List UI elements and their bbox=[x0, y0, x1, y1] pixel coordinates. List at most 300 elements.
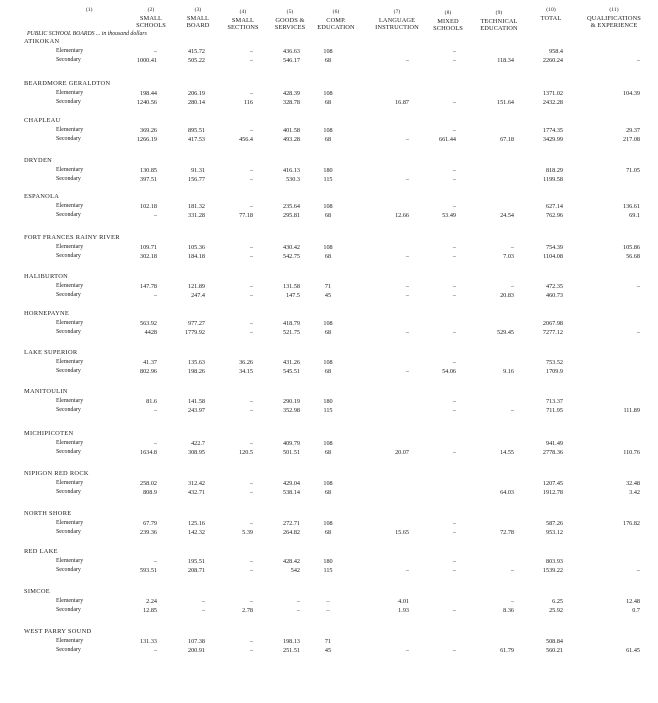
table-cell: 415.72 bbox=[187, 48, 205, 55]
table-cell: 91.31 bbox=[191, 167, 205, 174]
header-line2: INSTRUCTION bbox=[375, 24, 419, 31]
table-cell: 258.02 bbox=[139, 480, 157, 487]
table-cell: 753.52 bbox=[545, 359, 563, 366]
table-cell: – bbox=[452, 292, 456, 299]
table-cell: 247.4 bbox=[191, 292, 205, 299]
header-line1: GOODS & bbox=[275, 17, 305, 24]
table-cell: 762.96 bbox=[545, 212, 563, 219]
table-cell: – bbox=[249, 598, 253, 605]
table-cell: 72.78 bbox=[500, 529, 514, 536]
column-header-9 bbox=[471, 10, 527, 32]
row-level-label: Elementary bbox=[56, 90, 84, 96]
board-name: DRYDEN bbox=[24, 157, 53, 164]
table-cell: 64.03 bbox=[500, 489, 514, 496]
table-cell: 546.17 bbox=[282, 57, 300, 64]
table-cell: 1539.22 bbox=[542, 567, 563, 574]
table-cell: 6.25 bbox=[552, 598, 563, 605]
table-cell: 68 bbox=[324, 329, 332, 336]
row-level-label: Elementary bbox=[56, 48, 84, 54]
row-level-label: Secondary bbox=[56, 567, 81, 573]
board-name: RED LAKE bbox=[24, 548, 58, 555]
table-cell: 239.36 bbox=[139, 529, 157, 536]
table-cell: – bbox=[153, 407, 157, 414]
table-cell: 2.24 bbox=[146, 598, 157, 605]
table-cell: 661.44 bbox=[438, 136, 456, 143]
table-cell: 418.79 bbox=[282, 320, 300, 327]
table-cell: 68 bbox=[324, 99, 332, 106]
header-number: (8) bbox=[444, 10, 452, 16]
table-cell: 802.96 bbox=[139, 368, 157, 375]
table-cell: 118.34 bbox=[497, 57, 514, 64]
table-cell: 977.27 bbox=[187, 320, 205, 327]
table-cell: 2432.28 bbox=[542, 99, 563, 106]
table-cell: 105.36 bbox=[187, 244, 205, 251]
table-cell: 397.51 bbox=[139, 176, 157, 183]
column-header-4 bbox=[221, 9, 265, 31]
table-cell: 184.18 bbox=[187, 253, 205, 260]
table-cell: 198.26 bbox=[187, 368, 205, 375]
board-name: MICHIPICOTEN bbox=[24, 430, 74, 437]
table-cell: – bbox=[249, 90, 253, 97]
table-cell: 2778.36 bbox=[542, 449, 563, 456]
table-cell: – bbox=[405, 176, 409, 183]
table-cell: 417.53 bbox=[187, 136, 205, 143]
row-level-label: Secondary bbox=[56, 489, 81, 495]
table-cell: 176.82 bbox=[622, 520, 640, 527]
table-cell: 67.18 bbox=[500, 136, 514, 143]
row-level-label: Elementary bbox=[56, 598, 84, 604]
table-cell: – bbox=[249, 558, 253, 565]
table-cell: – bbox=[452, 607, 456, 614]
table-cell: – bbox=[452, 529, 456, 536]
table-cell: 542 bbox=[290, 567, 300, 574]
column-header-3 bbox=[176, 7, 220, 29]
table-cell: – bbox=[452, 57, 456, 64]
table-cell: – bbox=[452, 407, 456, 414]
table-cell: – bbox=[249, 283, 253, 290]
table-cell: – bbox=[452, 558, 456, 565]
table-cell: 428.42 bbox=[282, 558, 300, 565]
table-cell: 136.61 bbox=[622, 203, 640, 210]
header-line2: & EXPERIENCE bbox=[590, 22, 638, 29]
table-cell: – bbox=[249, 244, 253, 251]
table-cell: 12.85 bbox=[143, 607, 157, 614]
table-cell: 542.75 bbox=[282, 253, 300, 260]
table-cell: 45 bbox=[324, 647, 332, 654]
table-cell: – bbox=[452, 520, 456, 527]
column-header-5 bbox=[266, 9, 314, 31]
table-cell: – bbox=[452, 167, 456, 174]
table-cell: – bbox=[249, 520, 253, 527]
table-cell: 180 bbox=[323, 167, 333, 174]
table-cell: 130.85 bbox=[139, 167, 157, 174]
header-line1: SMALL bbox=[139, 15, 163, 22]
row-level-label: Elementary bbox=[56, 520, 84, 526]
table-cell: 125.16 bbox=[187, 520, 205, 527]
row-level-label: Secondary bbox=[56, 253, 81, 259]
table-cell: 108 bbox=[323, 48, 333, 55]
table-cell: 105.86 bbox=[622, 244, 640, 251]
table-cell: 108 bbox=[323, 244, 333, 251]
column-header-11 bbox=[584, 7, 644, 29]
table-cell: 131.33 bbox=[139, 638, 157, 645]
table-cell: 195.51 bbox=[187, 558, 205, 565]
table-cell: 587.26 bbox=[545, 520, 563, 527]
table-cell: 501.51 bbox=[282, 449, 300, 456]
table-cell: 308.95 bbox=[187, 449, 205, 456]
table-cell: 131.58 bbox=[282, 283, 300, 290]
table-cell: 180 bbox=[323, 398, 333, 405]
table-cell: 198.44 bbox=[139, 90, 157, 97]
table-cell: 295.81 bbox=[282, 212, 300, 219]
table-cell: 1779.92 bbox=[184, 329, 205, 336]
table-cell: – bbox=[249, 407, 253, 414]
table-cell: 108 bbox=[323, 127, 333, 134]
table-cell: 217.08 bbox=[622, 136, 640, 143]
table-cell: 352.98 bbox=[282, 407, 300, 414]
table-cell: – bbox=[153, 647, 157, 654]
row-level-label: Elementary bbox=[56, 440, 84, 446]
header-line1: TOTAL bbox=[540, 15, 562, 22]
table-cell: 803.93 bbox=[545, 558, 563, 565]
board-name: ESPANOLA bbox=[24, 193, 60, 200]
table-cell: 3429.99 bbox=[542, 136, 563, 143]
table-cell: 428.39 bbox=[282, 90, 300, 97]
table-cell: 1104.08 bbox=[543, 253, 563, 260]
table-cell: – bbox=[405, 647, 409, 654]
row-level-label: Elementary bbox=[56, 398, 84, 404]
table-cell: 116 bbox=[243, 99, 253, 106]
row-level-label: Elementary bbox=[56, 558, 84, 564]
header-number: (2) bbox=[147, 7, 155, 13]
table-cell: 1709.9 bbox=[545, 368, 563, 375]
table-cell: 54.06 bbox=[442, 368, 456, 375]
table-cell: 109.71 bbox=[139, 244, 157, 251]
header-line1: LANGUAGE bbox=[378, 17, 416, 24]
board-name: SIMCOE bbox=[24, 588, 50, 595]
table-cell: – bbox=[510, 283, 514, 290]
table-cell: 9.16 bbox=[503, 368, 514, 375]
table-cell: – bbox=[201, 598, 205, 605]
table-cell: 754.39 bbox=[545, 244, 563, 251]
table-cell: 713.37 bbox=[545, 398, 563, 405]
table-cell: 264.82 bbox=[282, 529, 300, 536]
table-cell: – bbox=[405, 368, 409, 375]
table-cell: 68 bbox=[324, 57, 332, 64]
table-cell: – bbox=[153, 292, 157, 299]
row-level-label: Elementary bbox=[56, 638, 84, 644]
table-cell: 68 bbox=[324, 529, 332, 536]
column-1-number: (1) bbox=[86, 7, 93, 13]
header-number: (10) bbox=[546, 7, 556, 13]
table-cell: – bbox=[452, 99, 456, 106]
table-cell: 56.68 bbox=[626, 253, 640, 260]
table-cell: – bbox=[249, 176, 253, 183]
table-cell: – bbox=[296, 607, 300, 614]
header-line2: EDUCATION bbox=[480, 25, 518, 32]
table-cell: 280.14 bbox=[187, 99, 205, 106]
table-cell: 563.92 bbox=[139, 320, 157, 327]
table-cell: 243.97 bbox=[187, 407, 205, 414]
table-cell: 104.39 bbox=[622, 90, 640, 97]
row-level-label: Elementary bbox=[56, 203, 84, 209]
table-cell: – bbox=[249, 57, 253, 64]
table-cell: 560.21 bbox=[545, 647, 563, 654]
table-cell: 521.75 bbox=[282, 329, 300, 336]
table-cell: – bbox=[510, 567, 514, 574]
table-cell: 416.13 bbox=[282, 167, 300, 174]
table-cell: – bbox=[249, 48, 253, 55]
table-cell: 432.71 bbox=[187, 489, 205, 496]
header-line2: EDUCATION bbox=[317, 24, 355, 31]
row-level-label: Elementary bbox=[56, 359, 84, 365]
table-cell: 68 bbox=[324, 253, 332, 260]
table-cell: 895.51 bbox=[187, 127, 205, 134]
table-cell: – bbox=[249, 203, 253, 210]
table-cell: 111.89 bbox=[623, 407, 640, 414]
table-cell: – bbox=[405, 283, 409, 290]
table-cell: 958.4 bbox=[549, 48, 563, 55]
table-cell: 1912.78 bbox=[542, 489, 563, 496]
row-level-label: Secondary bbox=[56, 99, 81, 105]
table-cell: 20.07 bbox=[395, 449, 409, 456]
table-cell: 941.49 bbox=[545, 440, 563, 447]
table-cell: – bbox=[405, 57, 409, 64]
table-cell: 272.71 bbox=[282, 520, 300, 527]
table-cell: 3.42 bbox=[629, 489, 640, 496]
table-cell: 115 bbox=[323, 407, 333, 414]
table-cell: 711.95 bbox=[546, 407, 563, 414]
table-cell: – bbox=[452, 176, 456, 183]
table-cell: – bbox=[249, 292, 253, 299]
table-cell: – bbox=[636, 567, 640, 574]
table-cell: 108 bbox=[323, 440, 333, 447]
table-cell: 32.48 bbox=[626, 480, 640, 487]
table-cell: – bbox=[452, 127, 456, 134]
row-level-label: Secondary bbox=[56, 57, 81, 63]
board-name: HALIBURTON bbox=[24, 273, 69, 280]
table-cell: – bbox=[452, 398, 456, 405]
board-name: FORT FRANCES RAINY RIVER bbox=[24, 234, 120, 241]
header-line1: COMP. bbox=[326, 17, 346, 24]
table-cell: – bbox=[636, 329, 640, 336]
table-cell: 1266.19 bbox=[136, 136, 157, 143]
table-cell: 5.39 bbox=[242, 529, 253, 536]
table-cell: 401.58 bbox=[282, 127, 300, 134]
table-cell: – bbox=[249, 567, 253, 574]
header-line2: BOARD bbox=[186, 22, 210, 29]
table-cell: 110.76 bbox=[623, 449, 640, 456]
row-level-label: Secondary bbox=[56, 368, 81, 374]
table-cell: 4428 bbox=[144, 329, 157, 336]
table-cell: 1240.56 bbox=[136, 99, 157, 106]
column-header-10 bbox=[533, 7, 569, 22]
table-cell: 312.42 bbox=[187, 480, 205, 487]
row-level-label: Secondary bbox=[56, 647, 81, 653]
table-cell: 302.18 bbox=[139, 253, 157, 260]
column-header-8 bbox=[426, 10, 470, 32]
row-level-label: Secondary bbox=[56, 212, 81, 218]
table-cell: 107.38 bbox=[187, 638, 205, 645]
header-number: (6) bbox=[332, 9, 340, 15]
header-line2: SECTIONS bbox=[227, 24, 259, 31]
table-cell: 505.22 bbox=[187, 57, 205, 64]
table-cell: 529.45 bbox=[496, 329, 514, 336]
table-cell: 151.64 bbox=[496, 99, 514, 106]
table-cell: 24.54 bbox=[500, 212, 514, 219]
table-cell: 181.32 bbox=[187, 203, 205, 210]
header-line2: SCHOOLS bbox=[433, 25, 463, 32]
table-cell: – bbox=[405, 136, 409, 143]
board-name: ATIKOKAN bbox=[24, 38, 60, 45]
board-name: LAKE SUPERIOR bbox=[24, 349, 78, 356]
table-cell: – bbox=[249, 127, 253, 134]
table-cell: 422.7 bbox=[191, 440, 205, 447]
table-cell: 29.37 bbox=[626, 127, 640, 134]
table-cell: 108 bbox=[323, 480, 333, 487]
table-cell: 431.26 bbox=[282, 359, 300, 366]
table-cell: – bbox=[249, 440, 253, 447]
table-cell: – bbox=[296, 598, 300, 605]
table-cell: 430.42 bbox=[282, 244, 300, 251]
table-cell: 1371.02 bbox=[542, 90, 563, 97]
table-cell: 108 bbox=[323, 520, 333, 527]
table-cell: 68 bbox=[324, 449, 332, 456]
table-cell: – bbox=[405, 253, 409, 260]
board-name: CHAPLEAU bbox=[24, 117, 61, 124]
table-cell: 53.49 bbox=[442, 212, 456, 219]
table-cell: 1207.45 bbox=[542, 480, 563, 487]
header-number: (5) bbox=[286, 9, 294, 15]
table-cell: 627.14 bbox=[545, 203, 563, 210]
table-cell: 180 bbox=[323, 558, 333, 565]
table-cell: – bbox=[249, 489, 253, 496]
table-cell: 472.35 bbox=[545, 283, 563, 290]
table-cell: – bbox=[153, 212, 157, 219]
row-level-label: Secondary bbox=[56, 607, 81, 613]
table-cell: – bbox=[153, 440, 157, 447]
table-cell: 147.78 bbox=[139, 283, 157, 290]
table-cell: 409.79 bbox=[282, 440, 300, 447]
table-cell: 108 bbox=[323, 203, 333, 210]
table-cell: 68 bbox=[324, 489, 332, 496]
header-number: (9) bbox=[495, 10, 503, 16]
table-cell: – bbox=[249, 320, 253, 327]
table-cell: 108 bbox=[323, 90, 333, 97]
table-cell: – bbox=[405, 329, 409, 336]
table-cell: 20.83 bbox=[500, 292, 514, 299]
table-cell: – bbox=[405, 567, 409, 574]
table-cell: 1199.58 bbox=[543, 176, 563, 183]
table-cell: 12.48 bbox=[626, 598, 640, 605]
column-header-7 bbox=[368, 9, 426, 31]
table-cell: 2260.24 bbox=[542, 57, 563, 64]
table-cell: – bbox=[452, 244, 456, 251]
table-cell: 12.66 bbox=[395, 212, 409, 219]
table-cell: 808.9 bbox=[143, 489, 157, 496]
table-cell: 538.14 bbox=[282, 489, 300, 496]
table-subtitle: PUBLIC SCHOOL BOARDS ... in thousand dollars bbox=[27, 31, 147, 37]
table-cell: 68 bbox=[324, 368, 332, 375]
table-cell: – bbox=[452, 283, 456, 290]
table-cell: 147.5 bbox=[286, 292, 300, 299]
table-cell: 200.91 bbox=[187, 647, 205, 654]
table-cell: – bbox=[510, 407, 514, 414]
row-level-label: Elementary bbox=[56, 167, 84, 173]
table-cell: – bbox=[452, 48, 456, 55]
table-cell: – bbox=[452, 203, 456, 210]
table-cell: – bbox=[452, 253, 456, 260]
table-cell: 71 bbox=[324, 283, 332, 290]
header-number: (11) bbox=[609, 7, 619, 13]
column-header-2 bbox=[129, 7, 173, 29]
row-level-label: Secondary bbox=[56, 292, 81, 298]
header-number: (3) bbox=[194, 7, 202, 13]
table-cell: 25.92 bbox=[549, 607, 563, 614]
table-cell: 45 bbox=[324, 292, 332, 299]
row-level-label: Elementary bbox=[56, 283, 84, 289]
table-cell: 102.18 bbox=[139, 203, 157, 210]
table-cell: 593.51 bbox=[139, 567, 157, 574]
header-line2: SERVICES bbox=[274, 24, 306, 31]
board-name: WEST PARRY SOUND bbox=[24, 628, 92, 635]
row-level-label: Elementary bbox=[56, 320, 84, 326]
board-name: NIPIGON RED ROCK bbox=[24, 470, 89, 477]
header-number: (4) bbox=[239, 9, 247, 15]
table-cell: 235.64 bbox=[282, 203, 300, 210]
table-cell: 142.32 bbox=[187, 529, 205, 536]
table-cell: 1000.41 bbox=[136, 57, 157, 64]
table-cell: – bbox=[249, 480, 253, 487]
table-cell: 156.77 bbox=[187, 176, 205, 183]
table-cell: 61.45 bbox=[626, 647, 640, 654]
table-cell: 545.51 bbox=[282, 368, 300, 375]
table-cell: 141.58 bbox=[187, 398, 205, 405]
table-cell: 4.01 bbox=[398, 598, 409, 605]
table-cell: – bbox=[452, 449, 456, 456]
row-level-label: Secondary bbox=[56, 329, 81, 335]
table-cell: 120.5 bbox=[239, 449, 253, 456]
table-cell: 16.87 bbox=[395, 99, 409, 106]
table-cell: 81.6 bbox=[146, 398, 157, 405]
table-cell: 2.78 bbox=[242, 607, 253, 614]
table-cell: – bbox=[201, 607, 205, 614]
table-cell: 0.7 bbox=[632, 607, 640, 614]
table-cell: 68 bbox=[324, 136, 332, 143]
header-line2: SCHOOLS bbox=[136, 22, 166, 29]
table-cell: 429.04 bbox=[282, 480, 300, 487]
table-cell: 953.12 bbox=[545, 529, 563, 536]
header-line1: TECHNICAL bbox=[480, 18, 518, 25]
table-cell: – bbox=[452, 647, 456, 654]
table-cell: 331.28 bbox=[187, 212, 205, 219]
table-cell: 34.15 bbox=[239, 368, 253, 375]
table-cell: – bbox=[249, 329, 253, 336]
table-cell: 436.63 bbox=[282, 48, 300, 55]
table-cell: – bbox=[405, 292, 409, 299]
table-cell: 15.65 bbox=[395, 529, 409, 536]
table-cell: 36.26 bbox=[239, 359, 253, 366]
row-level-label: Elementary bbox=[56, 480, 84, 486]
board-name: MANITOULIN bbox=[24, 388, 68, 395]
table-cell: – bbox=[452, 359, 456, 366]
table-cell: – bbox=[326, 607, 330, 614]
table-cell: 61.79 bbox=[500, 647, 514, 654]
table-cell: 208.71 bbox=[187, 567, 205, 574]
table-cell: – bbox=[249, 398, 253, 405]
board-name: NORTH SHORE bbox=[24, 510, 72, 517]
table-cell: 1634.8 bbox=[139, 449, 157, 456]
